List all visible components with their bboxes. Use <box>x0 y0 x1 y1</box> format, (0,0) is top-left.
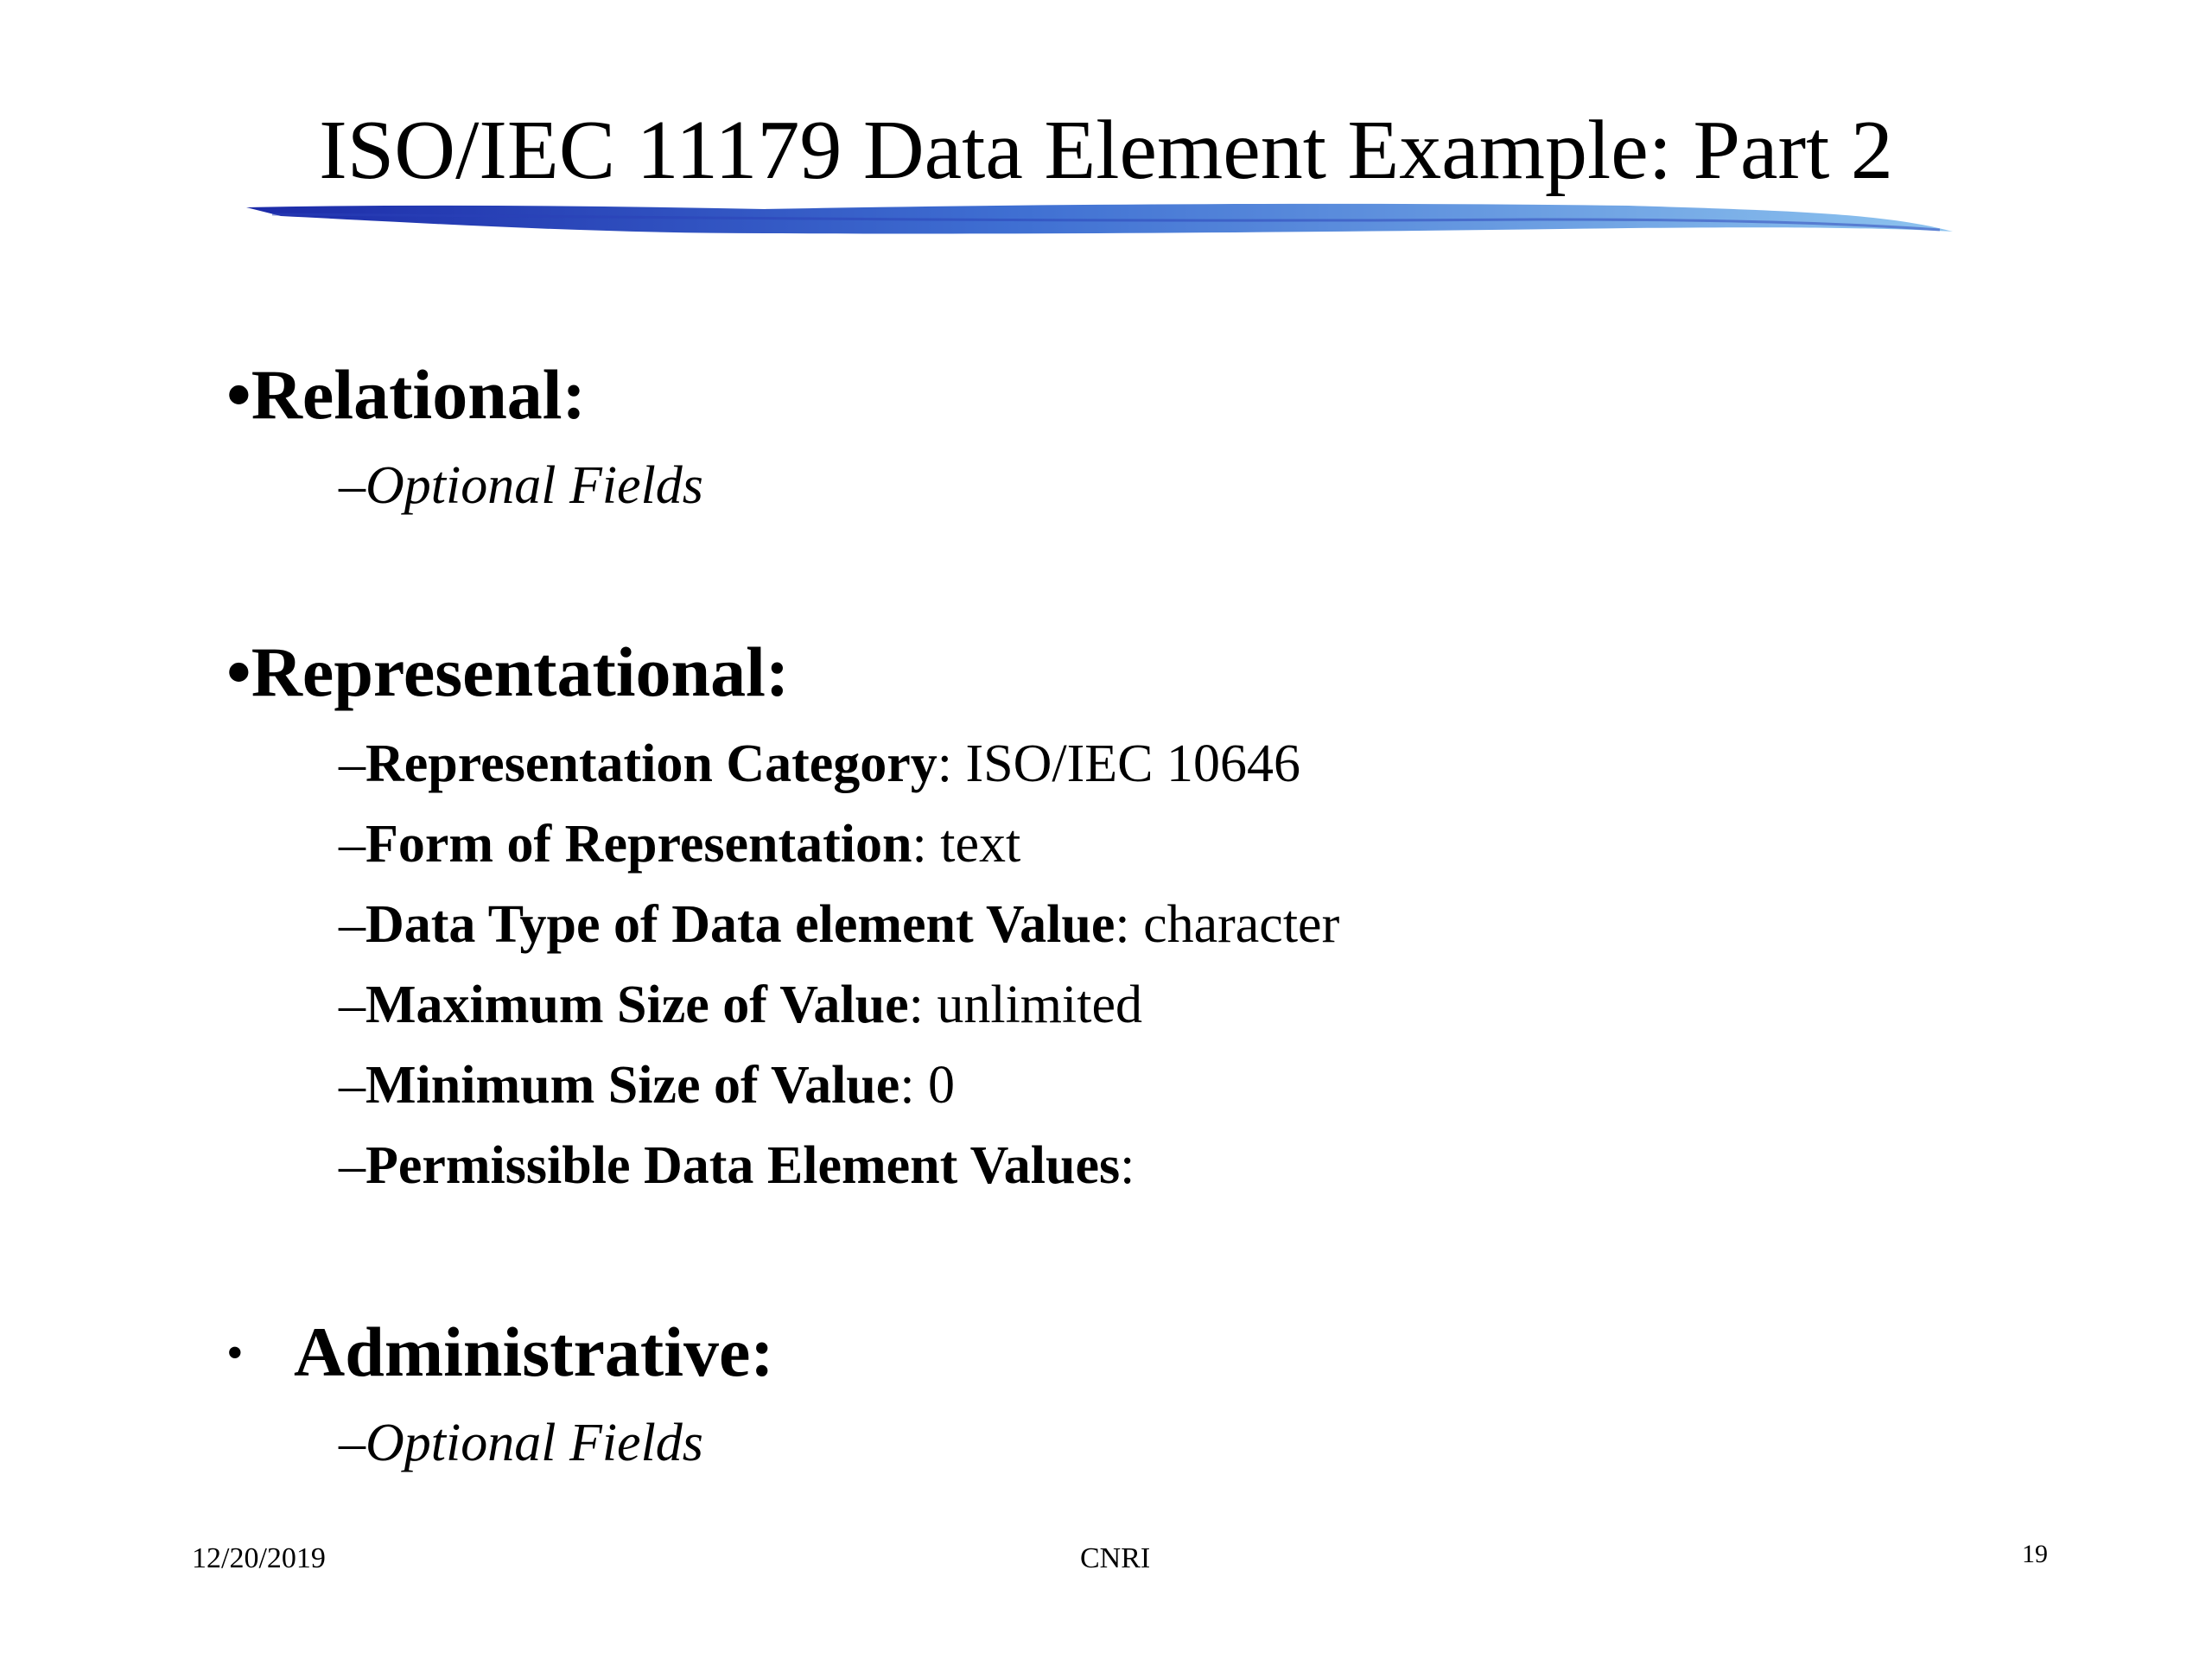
item-separator: : <box>899 1056 929 1115</box>
item-label: Form of Representation <box>365 815 912 874</box>
relational-heading-text: Relational: <box>251 355 586 434</box>
item-separator: : <box>908 976 938 1034</box>
minimum-size-item <box>339 1056 955 1115</box>
bullet: • <box>226 632 251 711</box>
item-dash: – <box>339 734 365 793</box>
item-label: Permissible Data Element Values <box>365 1136 1121 1195</box>
item-value: unlimited <box>937 976 1142 1034</box>
item-dash: – <box>339 895 365 954</box>
item-value: ISO/IEC 10646 <box>965 734 1301 793</box>
administrative-heading <box>226 1313 774 1391</box>
item-dash: – <box>339 976 365 1034</box>
item-label: Maximum Size of Value <box>365 976 909 1034</box>
item-dash: – <box>339 815 365 874</box>
maximum-size-item <box>339 976 1142 1034</box>
item-separator: : <box>937 734 966 793</box>
item-separator: : <box>912 815 941 874</box>
item-label: Minimum Size of Value <box>365 1056 900 1115</box>
representational-heading-text: Representational: <box>251 632 790 711</box>
slide-title: ISO/IEC 11179 Data Element Example: Part 2 <box>319 104 1893 197</box>
footer-page-number: 19 <box>2022 1540 2048 1568</box>
representation-category-item <box>339 734 1300 793</box>
item-dash: – <box>339 1056 365 1115</box>
representational-heading <box>226 633 789 711</box>
bullet: • <box>226 1326 244 1381</box>
bullet: • <box>226 355 251 434</box>
item-value: 0 <box>928 1056 956 1115</box>
administrative-optional-fields: –Optional Fields <box>339 1414 703 1472</box>
relational-heading <box>226 356 586 434</box>
administrative-heading-text: Administrative: <box>294 1313 774 1391</box>
item-separator: : <box>1120 1136 1135 1195</box>
item-value: text <box>940 815 1021 874</box>
permissible-values-item <box>339 1136 1135 1195</box>
title-brush-stroke <box>246 197 1953 257</box>
form-of-representation-item <box>339 815 1020 874</box>
footer-date: 12/20/2019 <box>192 1542 326 1574</box>
relational-optional-fields: –Optional Fields <box>339 456 703 515</box>
data-type-item <box>339 895 1339 954</box>
item-label: Representation Category <box>365 734 938 793</box>
item-value: character <box>1143 895 1340 954</box>
item-dash: – <box>339 1136 365 1195</box>
item-separator: : <box>1115 895 1144 954</box>
item-label: Data Type of Data element Value <box>365 895 1116 954</box>
footer-organization: CNRI <box>1080 1542 1151 1574</box>
